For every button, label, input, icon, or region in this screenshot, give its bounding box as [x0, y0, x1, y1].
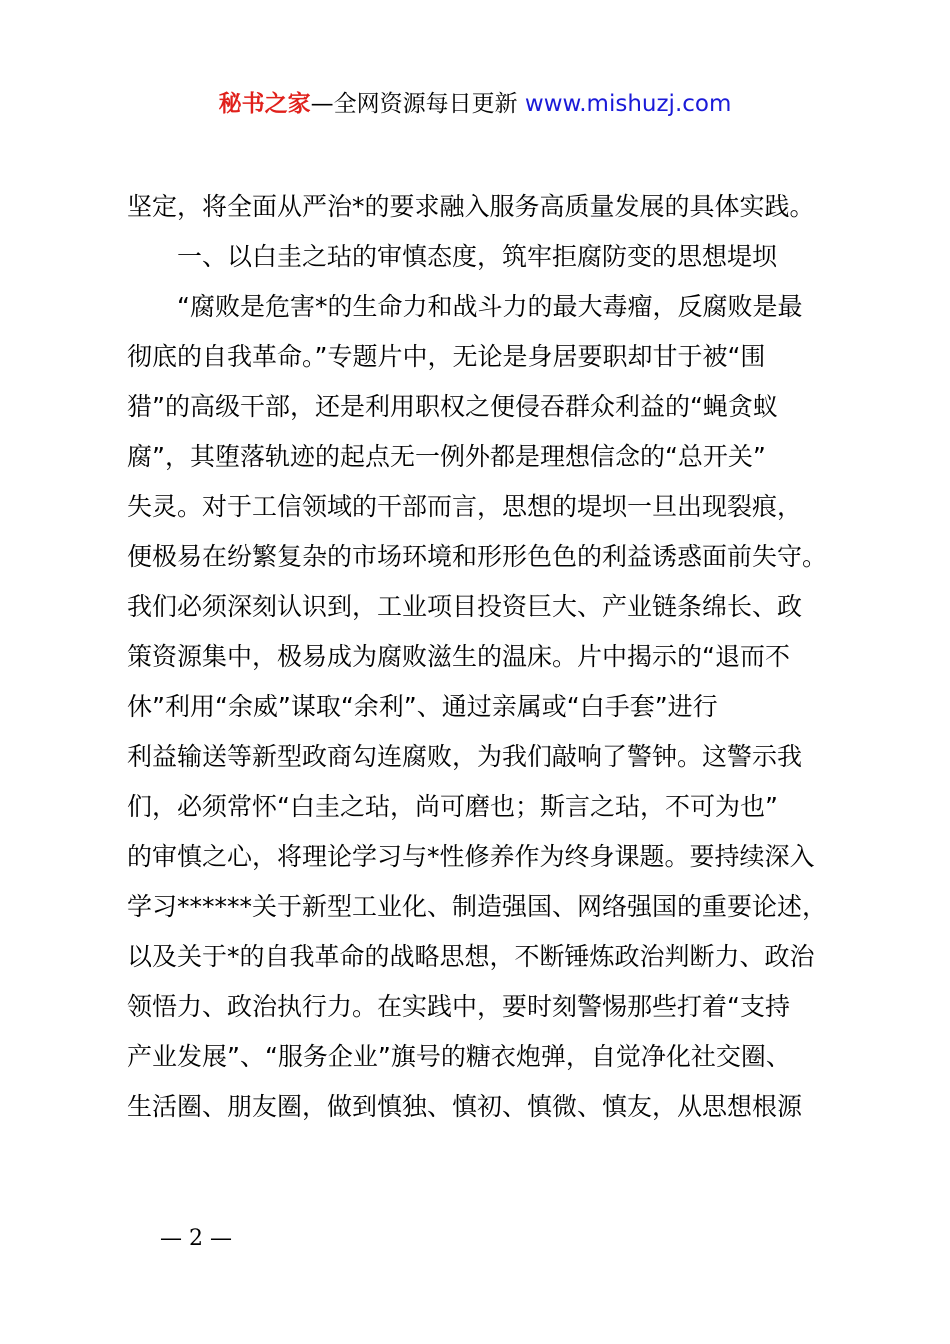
- paragraph-line: 产业发展”、“服务企业”旗号的糖衣炮弹，自觉净化社交圈、: [127, 1042, 791, 1071]
- paragraph-line: 猎”的高级干部，还是利用职权之便侵吞群众利益的“蝇贪蚁: [127, 392, 778, 421]
- paragraph-line: 学习******关于新型工业化、制造强国、网络强国的重要论述，: [127, 892, 828, 921]
- paragraph-line: 策资源集中，极易成为腐败滋生的温床。片中揭示的“退而不: [127, 642, 790, 671]
- paragraph-line: 便极易在纷繁复杂的市场环境和形形色色的利益诱惑面前失守。: [127, 542, 828, 571]
- paragraph-line: 腐”，其堕落轨迹的起点无一例外都是理想信念的“总开关”: [127, 442, 766, 471]
- website-link[interactable]: www.mishuzj.com: [517, 91, 732, 117]
- document-body: [127, 182, 837, 1132]
- paragraph-line: 坚定，将全面从严治*的要求融入服务高质量发展的具体实践。: [127, 192, 815, 221]
- paragraph-line: 们，必须常怀“白圭之玷，尚可磨也；斯言之玷，不可为也”: [127, 792, 778, 821]
- page-number: — 2 —: [160, 1226, 232, 1251]
- brand-name: 秘书之家: [218, 91, 311, 117]
- paragraph-line: 失灵。对于工信领域的干部而言，思想的堤坝一旦出现裂痕，: [127, 492, 803, 521]
- paragraph-line: 我们必须深刻认识到，工业项目投资巨大、产业链条绵长、政: [127, 592, 803, 621]
- section-heading: 一、以白圭之玷的审慎态度，筑牢拒腐防变的思想堤坝: [177, 242, 778, 271]
- paragraph-line: 的审慎之心，将理论学习与*性修养作为终身课题。要持续深入: [127, 842, 815, 871]
- paragraph-line: 休”利用“余威”谋取“余利”、通过亲属或“白手套”进行: [127, 692, 718, 721]
- paragraph-line: 利益输送等新型政商勾连腐败，为我们敲响了警钟。这警示我: [127, 742, 803, 771]
- paragraph-line: 生活圈、朋友圈，做到慎独、慎初、慎微、慎友，从思想根源: [127, 1092, 803, 1121]
- site-header: [0, 86, 950, 122]
- paragraph-line: 彻底的自我革命。”专题片中，无论是身居要职却甘于被“围: [127, 342, 766, 371]
- paragraph-line: 以及关于*的自我革命的战略思想，不断锤炼政治判断力、政治: [127, 942, 815, 971]
- header-tagline: —全网资源每日更新: [310, 91, 518, 117]
- paragraph-line: 领悟力、政治执行力。在实践中，要时刻警惕那些打着“支持: [127, 992, 790, 1021]
- paragraph-line: “腐败是危害*的生命力和战斗力的最大毒瘤，反腐败是最: [177, 292, 803, 321]
